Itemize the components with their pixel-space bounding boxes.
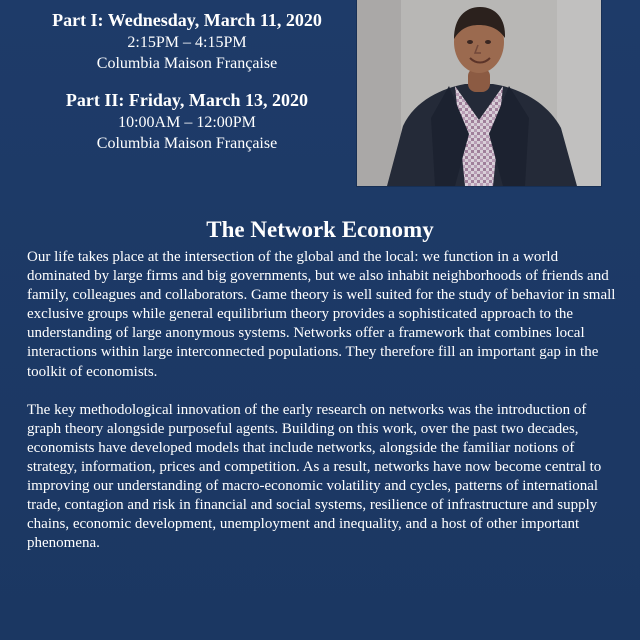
talk-abstract bbox=[27, 248, 619, 553]
session-venue: Columbia Maison Française bbox=[96, 55, 278, 72]
session-venue: Columbia Maison Française bbox=[96, 135, 278, 152]
session-time: 10:00AM – 12:00PM bbox=[118, 114, 256, 131]
speaker-photo bbox=[357, 0, 601, 186]
session-title: Part I: Wednesday, March 11, 2020 bbox=[52, 10, 322, 30]
session-title: Part II: Friday, March 13, 2020 bbox=[65, 90, 309, 110]
abstract-paragraph-1: Our life takes place at the intersection of the global and the local: we function in a world dominated by large firms and big governments, but we also inhabit neighborhoods of friends and family, colleagues and collaborators. Game theory is well suited for the study of behavior in small exclusive groups while general equilibrium theory provides a sophisticated approach to the understanding of large anonymous systems. Networks offer a framework that combines local interactions within large interconnected populations. They therefore fill an important gap in the toolkit of economists. bbox=[27, 249, 616, 380]
talk-title: The Network Economy bbox=[206, 217, 434, 243]
session-time: 2:15PM – 4:15PM bbox=[127, 34, 247, 51]
speaker-portrait-illustration bbox=[357, 0, 601, 186]
session-part-2 bbox=[12, 88, 362, 154]
abstract-paragraph-2: The key methodological innovation of the early research on networks was the introduction of graph theory alongside purposeful agents. Building on this work, over the past two decades, economists have developed models that include networks, alongside the familiar notions of strategy, information, prices and competition. As a result, networks have now become central to improving our understanding of macro-economic volatility and cycles, patterns of international trade, contagion and risk in financial and social systems, resilience of infrastructure and supply chains, economic development, unemployment and inequality, and a host of other important phenomena. bbox=[27, 401, 602, 552]
session-schedule bbox=[12, 8, 362, 168]
session-part-1 bbox=[12, 8, 362, 74]
